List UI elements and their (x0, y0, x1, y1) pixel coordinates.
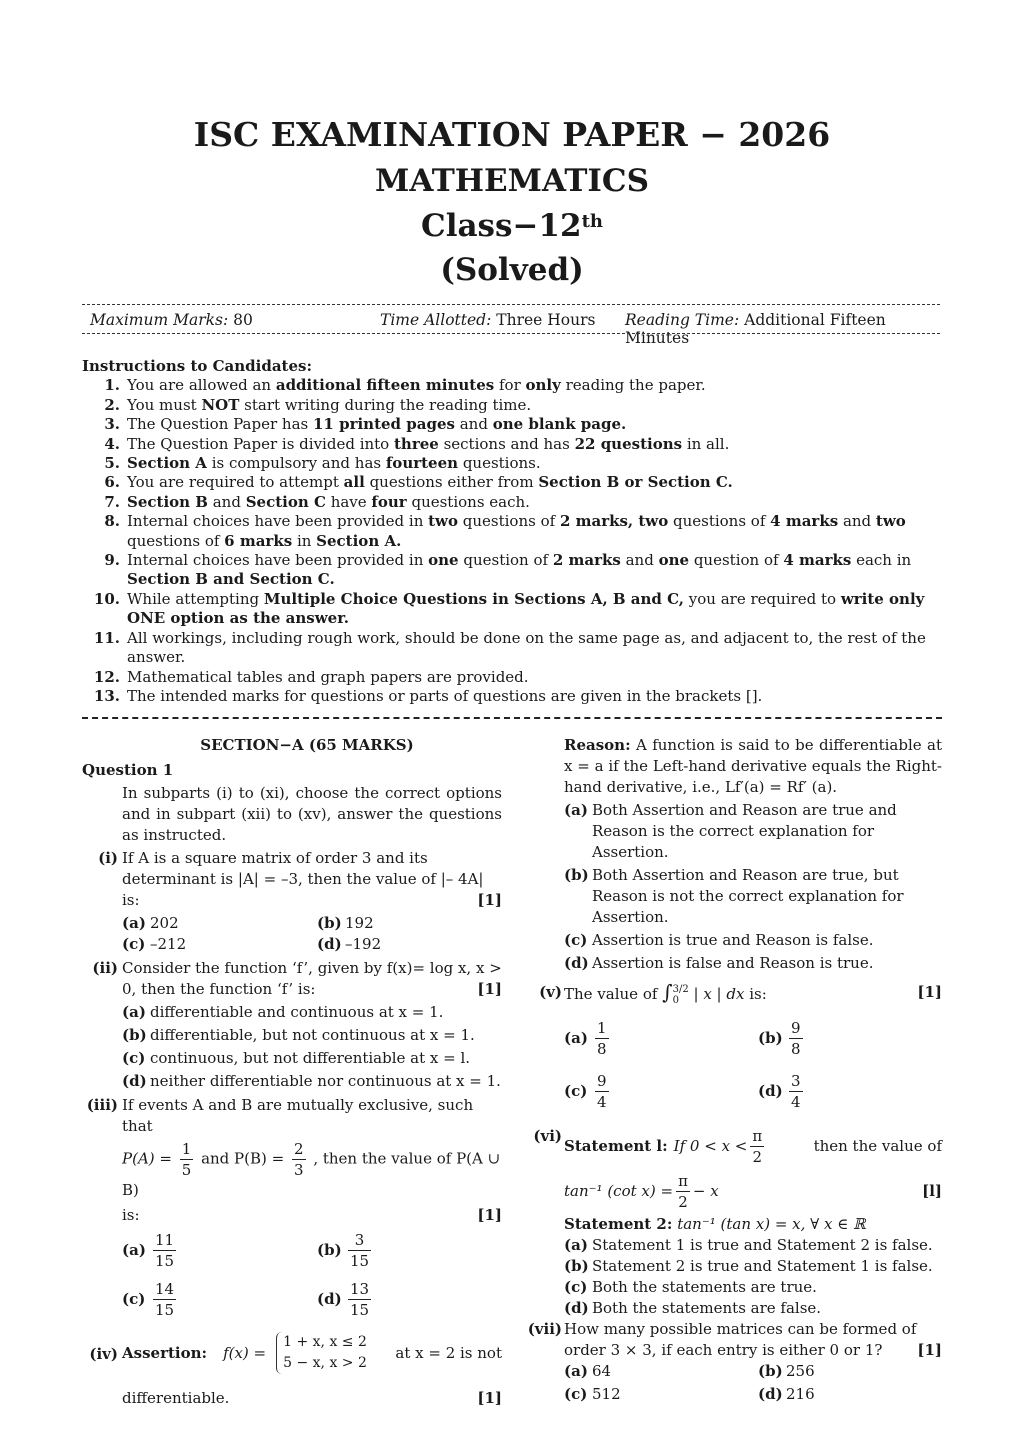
marks-label: [1] (477, 1206, 502, 1224)
option-letter: (c) (122, 935, 146, 953)
option-c (122, 1279, 307, 1320)
statement-2-text: tan⁻¹ (tan x) = x, ∀ x ∈ ℝ (677, 1215, 866, 1233)
question-v-options (526, 1018, 942, 1112)
option-letter: (c) (564, 1278, 588, 1296)
option-b (758, 1361, 942, 1382)
fraction (595, 1071, 609, 1112)
option-c (82, 1048, 502, 1069)
option-letter: (a) (564, 1236, 588, 1254)
piecewise-function (276, 1332, 367, 1374)
statement-1 (564, 1126, 942, 1167)
instruction-item (82, 396, 942, 415)
question-text: If A is a square matrix of order 3 and its determinant is |A| = –3, then the value of |– 4A| is: (122, 849, 484, 909)
option-letter: (b) (758, 1029, 783, 1047)
option-letter: (b) (317, 914, 342, 932)
instruction-item (82, 473, 942, 492)
instruction-text: You must NOT start writing during the reading time. (127, 395, 532, 414)
fraction (676, 1171, 690, 1212)
option-letter: (d) (564, 1299, 589, 1317)
option-text: –212 (150, 935, 187, 953)
statement-1-tail: then the value of (813, 1137, 942, 1155)
denominator: 3 (294, 1161, 304, 1179)
question-text: How many possible matrices can be formed of order 3 × 3, if each entry is either 0 or 1? (564, 1320, 917, 1359)
option-c (122, 934, 307, 955)
instruction-text: While attempting Multiple Choice Questions in Sections A, B and C, you are required to write only ONE option as the answer. (127, 589, 925, 628)
max-marks (90, 311, 253, 329)
option-c (564, 1384, 748, 1405)
fraction (153, 1279, 176, 1320)
numerator: 3 (791, 1072, 801, 1090)
denominator: 8 (791, 1040, 801, 1058)
question-number: (i) (98, 849, 118, 867)
time-allotted (380, 311, 595, 329)
integral-sign: ∫ (662, 980, 673, 1004)
question-number: (vii) (527, 1320, 562, 1338)
solved-label: (Solved) (440, 252, 584, 288)
is-label: is: (122, 1206, 140, 1224)
top-divider (82, 304, 940, 305)
option-letter: (a) (564, 801, 588, 819)
option-b (317, 1230, 502, 1271)
option-letter: (a) (122, 1003, 146, 1021)
denominator: 5 (181, 1161, 192, 1179)
instructions-heading: Instructions to Candidates: (82, 357, 313, 375)
max-marks-value: 80 (233, 311, 253, 329)
instruction-text: Section B and Section C have four questions each. (127, 492, 530, 511)
question-ii-options (82, 1002, 502, 1092)
instruction-text: The Question Paper has 11 printed pages and one blank page. (127, 415, 627, 434)
option-text: 202 (150, 914, 179, 932)
question-number: (vi) (533, 1127, 562, 1145)
statement-2 (564, 1214, 942, 1235)
option-d (317, 934, 502, 955)
class-title (0, 206, 1024, 246)
marks-label: [1] (477, 980, 502, 998)
option-text: neither differentiable nor continuous at x = 1. (150, 1072, 501, 1090)
p-a-label: P(A) = (122, 1149, 172, 1168)
marks-label: [1] (477, 891, 502, 909)
numerator: π (752, 1127, 763, 1145)
question-1-heading: Question 1 (82, 761, 174, 779)
option-a (564, 1018, 748, 1059)
fraction (789, 1018, 803, 1059)
question-text-tail: , then the value of P(A ∪ B) (122, 1149, 501, 1199)
option-letter: (d) (564, 954, 589, 972)
option-d (317, 1279, 502, 1320)
question-i (82, 848, 502, 911)
fraction (348, 1230, 371, 1271)
option-letter: (a) (122, 1241, 146, 1259)
option-text: Both Assertion and Reason are true, but Reason is not the correct explanation for Assertion. (592, 866, 904, 926)
instruction-number: 2. (104, 395, 120, 414)
instruction-number: 1. (104, 376, 120, 395)
option-letter: (a) (564, 1029, 588, 1047)
class-text: Class−12 (421, 208, 582, 244)
option-d (758, 1071, 942, 1112)
option-d (82, 1071, 502, 1092)
fraction (789, 1071, 803, 1112)
reason-text: A function is said to be differentiable at x = a if the Left-hand derivative equals the Right-hand derivative, i.e., Lf′(a) = Rf′ (a). (564, 736, 942, 796)
lower-limit: 0 (672, 995, 679, 1006)
instruction-number: 9. (104, 551, 120, 570)
question-i-options (82, 913, 502, 955)
numerator: π (678, 1172, 688, 1190)
fraction (153, 1230, 176, 1271)
question-text: Consider the function ‘f’, given by f(x)= log x, x > 0, then the function ‘f’ is: (122, 959, 502, 998)
option-d (526, 953, 942, 974)
question-number: (iv) (89, 1345, 118, 1363)
instruction-text: You are required to attempt all questions either from Section B or Section C. (127, 473, 733, 492)
option-text: 64 (592, 1362, 612, 1380)
marks-label: [l] (922, 1182, 942, 1200)
denominator: 4 (791, 1093, 801, 1111)
instruction-number: 3. (104, 415, 120, 434)
option-letter: (d) (758, 1385, 783, 1403)
statement-1-equation (564, 1171, 942, 1212)
marks-label: [1] (477, 1389, 502, 1407)
option-letter: (c) (564, 1385, 588, 1403)
option-text: differentiable, but not continuous at x = 1. (150, 1026, 475, 1044)
instruction-text: Internal choices have been provided in one question of 2 marks and one question of 4 marks each in Section B and Section C. (127, 551, 912, 589)
numerator: 3 (348, 1230, 371, 1251)
option-d (564, 1298, 942, 1319)
is-label: is: (749, 985, 767, 1003)
option-c (564, 1071, 748, 1112)
fraction (750, 1126, 764, 1167)
option-text: Statement 2 is true and Statement 1 is false. (592, 1257, 933, 1275)
reason-label: Reason: (564, 736, 631, 754)
reading-time (625, 311, 930, 347)
fraction (180, 1139, 194, 1180)
instruction-number: 10. (93, 589, 120, 608)
case-2: 5 − x, x > 2 (283, 1355, 367, 1371)
assertion-tail: at x = 2 is not (395, 1343, 502, 1362)
statement-1-label: Statement l: (564, 1137, 668, 1155)
option-c (526, 930, 942, 951)
instruction-text: You are allowed an additional fifteen minutes for only reading the paper. (127, 376, 706, 395)
option-letter: (d) (758, 1082, 783, 1100)
reason-block (526, 735, 942, 798)
denominator: 2 (678, 1193, 688, 1211)
option-text: Assertion is false and Reason is true. (592, 954, 874, 972)
statement-2-label: Statement 2: (564, 1215, 673, 1233)
option-b (564, 1256, 942, 1277)
case-1: 1 + x, x ≤ 2 (283, 1334, 367, 1350)
minus-x: − x (692, 1182, 719, 1200)
option-a (564, 1361, 748, 1382)
option-text: Both the statements are false. (592, 1299, 822, 1317)
numerator: 9 (791, 1019, 801, 1037)
exam-title: ISC EXAMINATION PAPER − 2026 (193, 115, 831, 154)
numerator: 11 (155, 1231, 175, 1249)
option-letter: (d) (122, 1072, 147, 1090)
denominator: 8 (597, 1040, 607, 1058)
instruction-item (82, 668, 942, 687)
option-a (122, 913, 307, 934)
question-iii (82, 1095, 502, 1226)
numerator: 1 (181, 1140, 192, 1158)
marks-bar (90, 311, 930, 347)
option-text: Both the statements are true. (592, 1278, 817, 1296)
question-number: (v) (539, 983, 562, 1001)
fraction (595, 1018, 609, 1059)
section-separator (82, 717, 942, 719)
option-c (564, 1277, 942, 1298)
option-letter: (c) (122, 1290, 146, 1308)
statement-1-text: If 0 < x < (673, 1137, 748, 1155)
instruction-item (82, 493, 942, 512)
option-text: –192 (345, 935, 382, 953)
assertion-tail-text: differentiable. (122, 1389, 230, 1407)
class-superscript: th (581, 211, 603, 232)
option-a (564, 1235, 942, 1256)
option-a (122, 1230, 307, 1271)
instruction-number: 5. (104, 454, 120, 473)
marks-label: [1] (917, 983, 942, 1001)
instruction-text: Mathematical tables and graph papers are provided. (127, 667, 529, 686)
option-letter: (c) (122, 1049, 146, 1067)
p-b-label: and P(B) = (201, 1149, 285, 1168)
option-text: 512 (592, 1385, 621, 1403)
instructions (82, 357, 942, 706)
integral-limits (673, 984, 689, 1006)
reason-options (526, 800, 942, 974)
question-vi (526, 1126, 942, 1319)
question-number: (iii) (86, 1096, 118, 1114)
numerator: 13 (350, 1280, 370, 1298)
question-ii (82, 958, 502, 1000)
assertion-end (122, 1388, 502, 1409)
marks-label: [1] (917, 1341, 942, 1359)
option-text: 216 (786, 1385, 815, 1403)
question-iv-assertion (122, 1332, 502, 1374)
denominator: 15 (155, 1252, 175, 1270)
instruction-item (82, 687, 942, 706)
page-header (0, 115, 1024, 290)
option-letter: (d) (317, 935, 342, 953)
instruction-number: 4. (104, 434, 120, 453)
reading-value: Additional Fifteen Minutes (625, 311, 886, 347)
option-b (82, 1025, 502, 1046)
instruction-item (82, 551, 942, 590)
option-d (758, 1384, 942, 1405)
question-number: (ii) (92, 959, 118, 977)
instruction-number: 8. (104, 512, 120, 531)
denominator: 2 (752, 1148, 763, 1166)
instruction-number: 12. (93, 667, 120, 686)
instruction-text: The intended marks for questions or parts of questions are given in the brackets []. (127, 686, 763, 705)
question-iii-probabilities (122, 1139, 502, 1201)
option-text: Both Assertion and Reason are true and Reason is the correct explanation for Assertion. (592, 801, 897, 861)
option-letter: (b) (564, 1257, 589, 1275)
question-v (526, 982, 942, 1006)
fx-label: f(x) = (223, 1343, 267, 1362)
question-iii-is (122, 1205, 502, 1226)
option-letter: (b) (564, 866, 589, 884)
question-text: The value of (564, 985, 658, 1003)
option-text: 192 (345, 914, 374, 932)
option-letter: (a) (564, 1362, 588, 1380)
denominator: 4 (597, 1093, 607, 1111)
instruction-number: 11. (93, 628, 120, 647)
instruction-item (82, 512, 942, 551)
left-column (82, 735, 502, 1409)
denominator: 15 (350, 1301, 370, 1319)
instruction-number: 6. (104, 473, 120, 492)
denominator: 15 (155, 1301, 175, 1319)
fraction (292, 1139, 306, 1180)
option-text: Assertion is true and Reason is false. (592, 931, 874, 949)
option-b (526, 865, 942, 928)
integrand: | x | dx (693, 985, 745, 1003)
question-text: If events A and B are mutually exclusive, such that (122, 1096, 474, 1135)
option-letter: (c) (564, 1082, 588, 1100)
instruction-text: All workings, including rough work, should be done on the same page as, and adjacent to, the rest of the answer. (127, 628, 926, 667)
instruction-number: 7. (104, 492, 120, 511)
reading-label: Reading Time: (625, 311, 740, 329)
numerator: 14 (155, 1280, 175, 1298)
instruction-item (82, 435, 942, 454)
instruction-item (82, 590, 942, 629)
numerator: 1 (597, 1019, 607, 1037)
upper-limit: 3/2 (672, 984, 689, 995)
max-marks-label: Maximum Marks: (90, 311, 229, 329)
instruction-text: The Question Paper is divided into three sections and has 22 questions in all. (127, 434, 730, 453)
instruction-item (82, 415, 942, 434)
option-letter: (b) (758, 1362, 783, 1380)
instruction-text: Section A is compulsory and has fourteen questions. (127, 454, 541, 473)
instruction-text: Internal choices have been provided in two questions of 2 marks, two questions of 4 marks and two questions of 6 marks in Section A. (127, 512, 906, 550)
tan-expression: tan⁻¹ (cot x) = (564, 1182, 674, 1200)
numerator: 9 (597, 1072, 607, 1090)
option-b (758, 1018, 942, 1059)
right-column (526, 735, 942, 1405)
denominator: 15 (350, 1252, 370, 1270)
option-letter: (d) (317, 1290, 342, 1308)
instruction-item (82, 629, 942, 668)
option-letter: (b) (317, 1241, 342, 1259)
subject-title: MATHEMATICS (375, 163, 649, 199)
instruction-number: 13. (93, 686, 120, 705)
question-vii (526, 1319, 942, 1361)
bottom-divider (82, 333, 940, 334)
instructions-list (82, 376, 942, 706)
question-1-intro: In subparts (i) to (xi), choose the correct options and in subpart (xii) to (xv), answer the questions as instructed. (122, 784, 502, 844)
option-letter: (c) (564, 931, 588, 949)
question-iv (82, 1332, 502, 1409)
option-text: 256 (786, 1362, 815, 1380)
section-a-heading: SECTION−A (65 MARKS) (200, 736, 414, 754)
option-letter: (a) (122, 914, 146, 932)
fraction (348, 1279, 371, 1320)
option-text: Statement 1 is true and Statement 2 is false. (592, 1236, 933, 1254)
option-a (82, 1002, 502, 1023)
assertion-label: Assertion: (122, 1343, 208, 1362)
time-value: Three Hours (496, 311, 596, 329)
question-vii-options (526, 1361, 942, 1405)
option-a (526, 800, 942, 863)
question-iii-options (82, 1230, 502, 1320)
option-b (317, 913, 502, 934)
time-label: Time Allotted: (380, 311, 492, 329)
numerator: 2 (294, 1140, 304, 1158)
instruction-item (82, 454, 942, 473)
option-text: continuous, but not differentiable at x = l. (150, 1049, 471, 1067)
option-text: differentiable and continuous at x = 1. (150, 1003, 444, 1021)
option-letter: (b) (122, 1026, 147, 1044)
instruction-item (82, 376, 942, 395)
